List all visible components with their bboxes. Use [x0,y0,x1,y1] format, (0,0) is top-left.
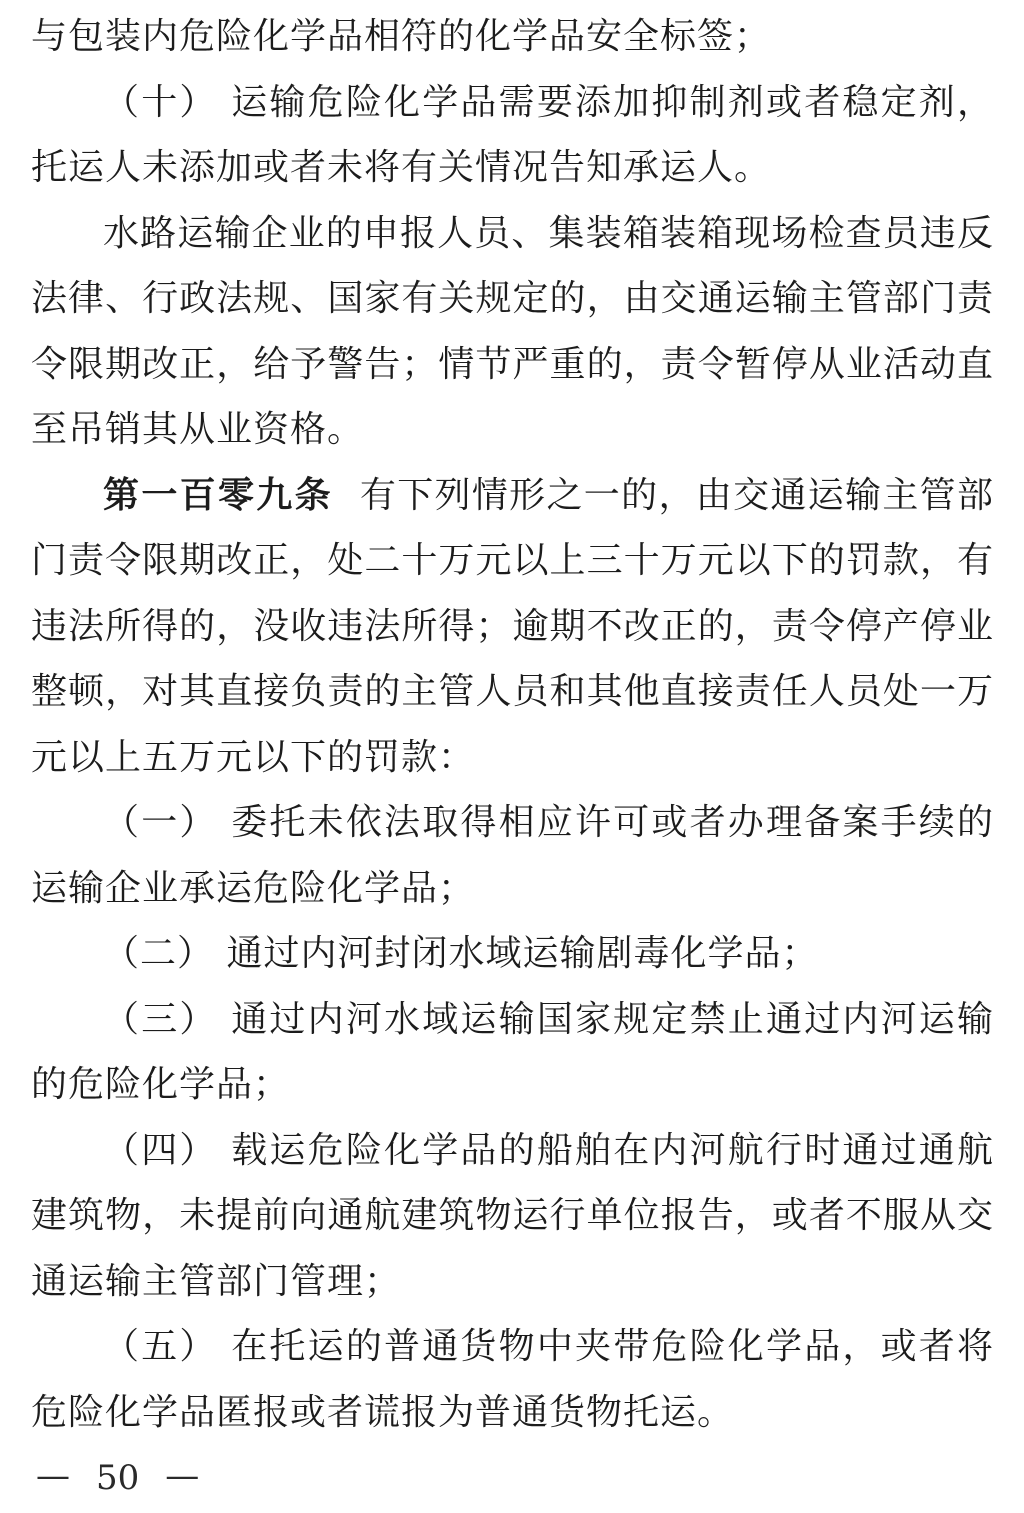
paragraph-text: 有下列情形之一的，由交通运输主管部门责令限期改正，处二十万元以上三十万元以下的罚款，有违法所得的，没收违法所得；逾期不改正的，责令停产停业整顿，对其直接负责的主管人员和其他直接责任人员处一万元以上五万元以下的罚款： [31,474,994,778]
document-body [31,4,994,1445]
paragraph-item-2 [31,921,994,987]
paragraph-text: （四） 载运危险化学品的船舶在内河航行时通过通航建筑物，未提前向通航建筑物运行单位报告，或者不服从交通运输主管部门管理； [31,1129,994,1302]
footer-dash-right: — [165,1456,200,1496]
page-footer [36,1456,200,1498]
paragraph-text: 与包装内危险化学品相符的化学品安全标签； [31,16,772,57]
paragraph-text: （三） 通过内河水域运输国家规定禁止通过内河运输的危险化学品； [31,998,994,1105]
paragraph [31,201,994,463]
paragraph-item-3 [31,987,994,1118]
paragraph-item-1 [31,790,994,921]
paragraph-text: （二） 通过内河封闭水域运输剧毒化学品； [103,933,819,974]
paragraph-text: （一） 委托未依法取得相应许可或者办理备案手续的运输企业承运危险化学品； [31,802,994,909]
page-number: 50 [96,1458,140,1498]
paragraph-item-4 [31,1118,994,1315]
paragraph-article-109 [31,463,994,791]
paragraph-text: （十） 运输危险化学品需要添加抑制剂或者稳定剂，托运人未添加或者未将有关情况告知承运人。 [31,81,994,188]
paragraph-text: 水路运输企业的申报人员、集装箱装箱现场检查员违反法律、行政法规、国家有关规定的，由交通运输主管部门责令限期改正，给予警告；情节严重的，责令暂停从业活动直至吊销其从业资格。 [31,212,994,450]
paragraph-item-5 [31,1314,994,1445]
paragraph [31,70,994,201]
article-number: 第一百零九条 [103,474,333,516]
paragraph-text: （五） 在托运的普通货物中夹带危险化学品，或者将危险化学品匿报或者谎报为普通货物托运。 [31,1326,994,1433]
footer-dash-left: — [36,1456,70,1496]
paragraph [31,4,994,70]
